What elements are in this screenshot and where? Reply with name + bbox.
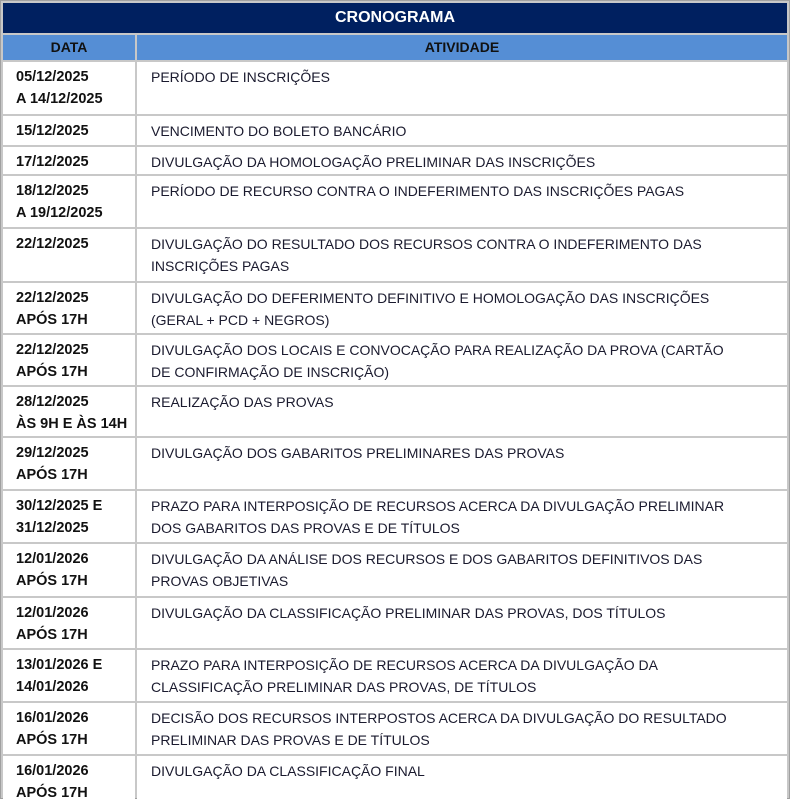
- table-row: [3, 650, 787, 701]
- date-cell-line: 05/12/2025: [16, 69, 89, 85]
- date-cell: [3, 703, 135, 754]
- activity-cell: [137, 491, 787, 542]
- activity-cell-line: DECISÃO DOS RECURSOS INTERPOSTOS ACERCA DA DIVULGAÇÃO DO RESULTADO: [151, 710, 727, 726]
- date-cell: [3, 62, 135, 114]
- date-cell-line: APÓS 17H: [16, 732, 88, 748]
- activity-cell: [137, 438, 787, 489]
- date-cell: [3, 335, 135, 385]
- date-cell-line: 14/01/2026: [16, 679, 89, 695]
- table-row: [3, 147, 787, 174]
- date-cell-line: 22/12/2025: [16, 342, 89, 358]
- schedule-table: [1, 1, 789, 807]
- activity-cell-line: PERÍODO DE RECURSO CONTRA O INDEFERIMENTO DAS INSCRIÇÕES PAGAS: [151, 183, 685, 199]
- table-row: [3, 335, 787, 385]
- activity-cell-line: DIVULGAÇÃO DO DEFERIMENTO DEFINITIVO E HOMOLOGAÇÃO DAS INSCRIÇÕES: [151, 290, 710, 306]
- activity-cell-line: DIVULGAÇÃO DOS LOCAIS E CONVOCAÇÃO PARA REALIZAÇÃO DA PROVA (CARTÃO: [151, 342, 724, 358]
- date-cell-line: 16/01/2026: [16, 763, 89, 779]
- activity-cell-line: PRAZO PARA INTERPOSIÇÃO DE RECURSOS ACERCA DA DIVULGAÇÃO PRELIMINAR: [151, 498, 725, 514]
- table-row: [3, 598, 787, 648]
- activity-cell-line: INSCRIÇÕES PAGAS: [151, 258, 290, 274]
- title-row: [3, 3, 787, 33]
- table-row: [3, 756, 787, 805]
- activity-cell-line: DE CONFIRMAÇÃO DE INSCRIÇÃO): [151, 364, 390, 380]
- activity-cell: [137, 229, 787, 281]
- date-cell: [3, 544, 135, 596]
- activity-cell-line: PRAZO PARA INTERPOSIÇÃO DE RECURSOS ACERCA DA DIVULGAÇÃO DA: [151, 657, 658, 673]
- date-cell-line: 22/12/2025: [16, 236, 89, 252]
- header-activity: ATIVIDADE: [137, 35, 787, 60]
- date-cell: [3, 598, 135, 648]
- activity-cell-line: (GERAL + PCD + NEGROS): [151, 312, 330, 328]
- table-row: [3, 491, 787, 542]
- date-cell-line: A 14/12/2025: [16, 91, 103, 107]
- date-cell-line: 17/12/2025: [16, 154, 89, 170]
- activity-cell-line: DIVULGAÇÃO DA CLASSIFICAÇÃO FINAL: [151, 763, 425, 779]
- date-cell-line: APÓS 17H: [16, 467, 88, 483]
- date-cell: [3, 229, 135, 281]
- activity-cell: [137, 387, 787, 436]
- date-cell-line: APÓS 17H: [16, 573, 88, 589]
- date-cell: [3, 283, 135, 333]
- date-cell-line: 13/01/2026 E: [16, 657, 103, 673]
- activity-cell-line: DOS GABARITOS DAS PROVAS E DE TÍTULOS: [151, 520, 460, 536]
- table-row: [3, 229, 787, 281]
- header-date: DATA: [3, 35, 135, 60]
- table-row: [3, 62, 787, 114]
- date-cell-line: 12/01/2026: [16, 605, 89, 621]
- activity-cell: [137, 62, 787, 114]
- activity-cell: [137, 598, 787, 648]
- activity-cell-line: DIVULGAÇÃO DA ANÁLISE DOS RECURSOS E DOS GABARITOS DEFINITIVOS DAS: [151, 551, 703, 567]
- date-cell-line: 31/12/2025: [16, 520, 89, 536]
- date-cell: [3, 756, 135, 805]
- activity-cell: [137, 116, 787, 145]
- table-title: CRONOGRAMA: [3, 3, 787, 33]
- activity-cell: [137, 335, 787, 385]
- table-row: [3, 703, 787, 754]
- date-cell-line: APÓS 17H: [16, 312, 88, 328]
- table-row: [3, 176, 787, 227]
- date-cell: [3, 176, 135, 227]
- date-cell-line: A 19/12/2025: [16, 205, 103, 221]
- table-row: [3, 387, 787, 436]
- activity-cell: [137, 650, 787, 701]
- activity-cell: [137, 544, 787, 596]
- date-cell: [3, 147, 135, 174]
- date-cell-line: ÀS 9H E ÀS 14H: [16, 416, 128, 432]
- activity-cell-line: DIVULGAÇÃO DO RESULTADO DOS RECURSOS CONTRA O INDEFERIMENTO DAS: [151, 236, 702, 252]
- date-cell: [3, 650, 135, 701]
- date-cell-line: 29/12/2025: [16, 445, 89, 461]
- date-cell-line: 28/12/2025: [16, 394, 89, 410]
- activity-cell: [137, 756, 787, 805]
- table-row: [3, 116, 787, 145]
- activity-cell: [137, 703, 787, 754]
- date-cell-line: 15/12/2025: [16, 123, 89, 139]
- activity-cell: [137, 283, 787, 333]
- date-cell: [3, 116, 135, 145]
- date-cell-line: APÓS 17H: [16, 785, 88, 801]
- activity-cell: [137, 176, 787, 227]
- date-cell-line: 12/01/2026: [16, 551, 89, 567]
- date-cell-line: 16/01/2026: [16, 710, 89, 726]
- activity-cell-line: PERÍODO DE INSCRIÇÕES: [151, 69, 330, 85]
- date-cell: [3, 387, 135, 436]
- date-cell-line: 18/12/2025: [16, 183, 89, 199]
- table-row: [3, 438, 787, 489]
- activity-cell-line: REALIZAÇÃO DAS PROVAS: [151, 394, 334, 410]
- activity-cell-line: PRELIMINAR DAS PROVAS E DE TÍTULOS: [151, 732, 430, 748]
- date-cell: [3, 491, 135, 542]
- table-row: [3, 544, 787, 596]
- activity-cell-line: PROVAS OBJETIVAS: [151, 573, 289, 589]
- activity-cell: [137, 147, 787, 174]
- table-row: [3, 283, 787, 333]
- activity-cell-line: VENCIMENTO DO BOLETO BANCÁRIO: [151, 123, 407, 139]
- activity-cell-line: DIVULGAÇÃO DA HOMOLOGAÇÃO PRELIMINAR DAS INSCRIÇÕES: [151, 154, 596, 170]
- activity-cell-line: CLASSIFICAÇÃO PRELIMINAR DAS PROVAS, DE TÍTULOS: [151, 679, 537, 695]
- date-cell-line: 30/12/2025 E: [16, 498, 103, 514]
- date-cell-line: APÓS 17H: [16, 627, 88, 643]
- activity-cell-line: DIVULGAÇÃO DA CLASSIFICAÇÃO PRELIMINAR DAS PROVAS, DOS TÍTULOS: [151, 605, 666, 621]
- date-cell: [3, 438, 135, 489]
- date-cell-line: APÓS 17H: [16, 364, 88, 380]
- activity-cell-line: DIVULGAÇÃO DOS GABARITOS PRELIMINARES DAS PROVAS: [151, 445, 565, 461]
- date-cell-line: 22/12/2025: [16, 290, 89, 306]
- header-row: [3, 35, 787, 60]
